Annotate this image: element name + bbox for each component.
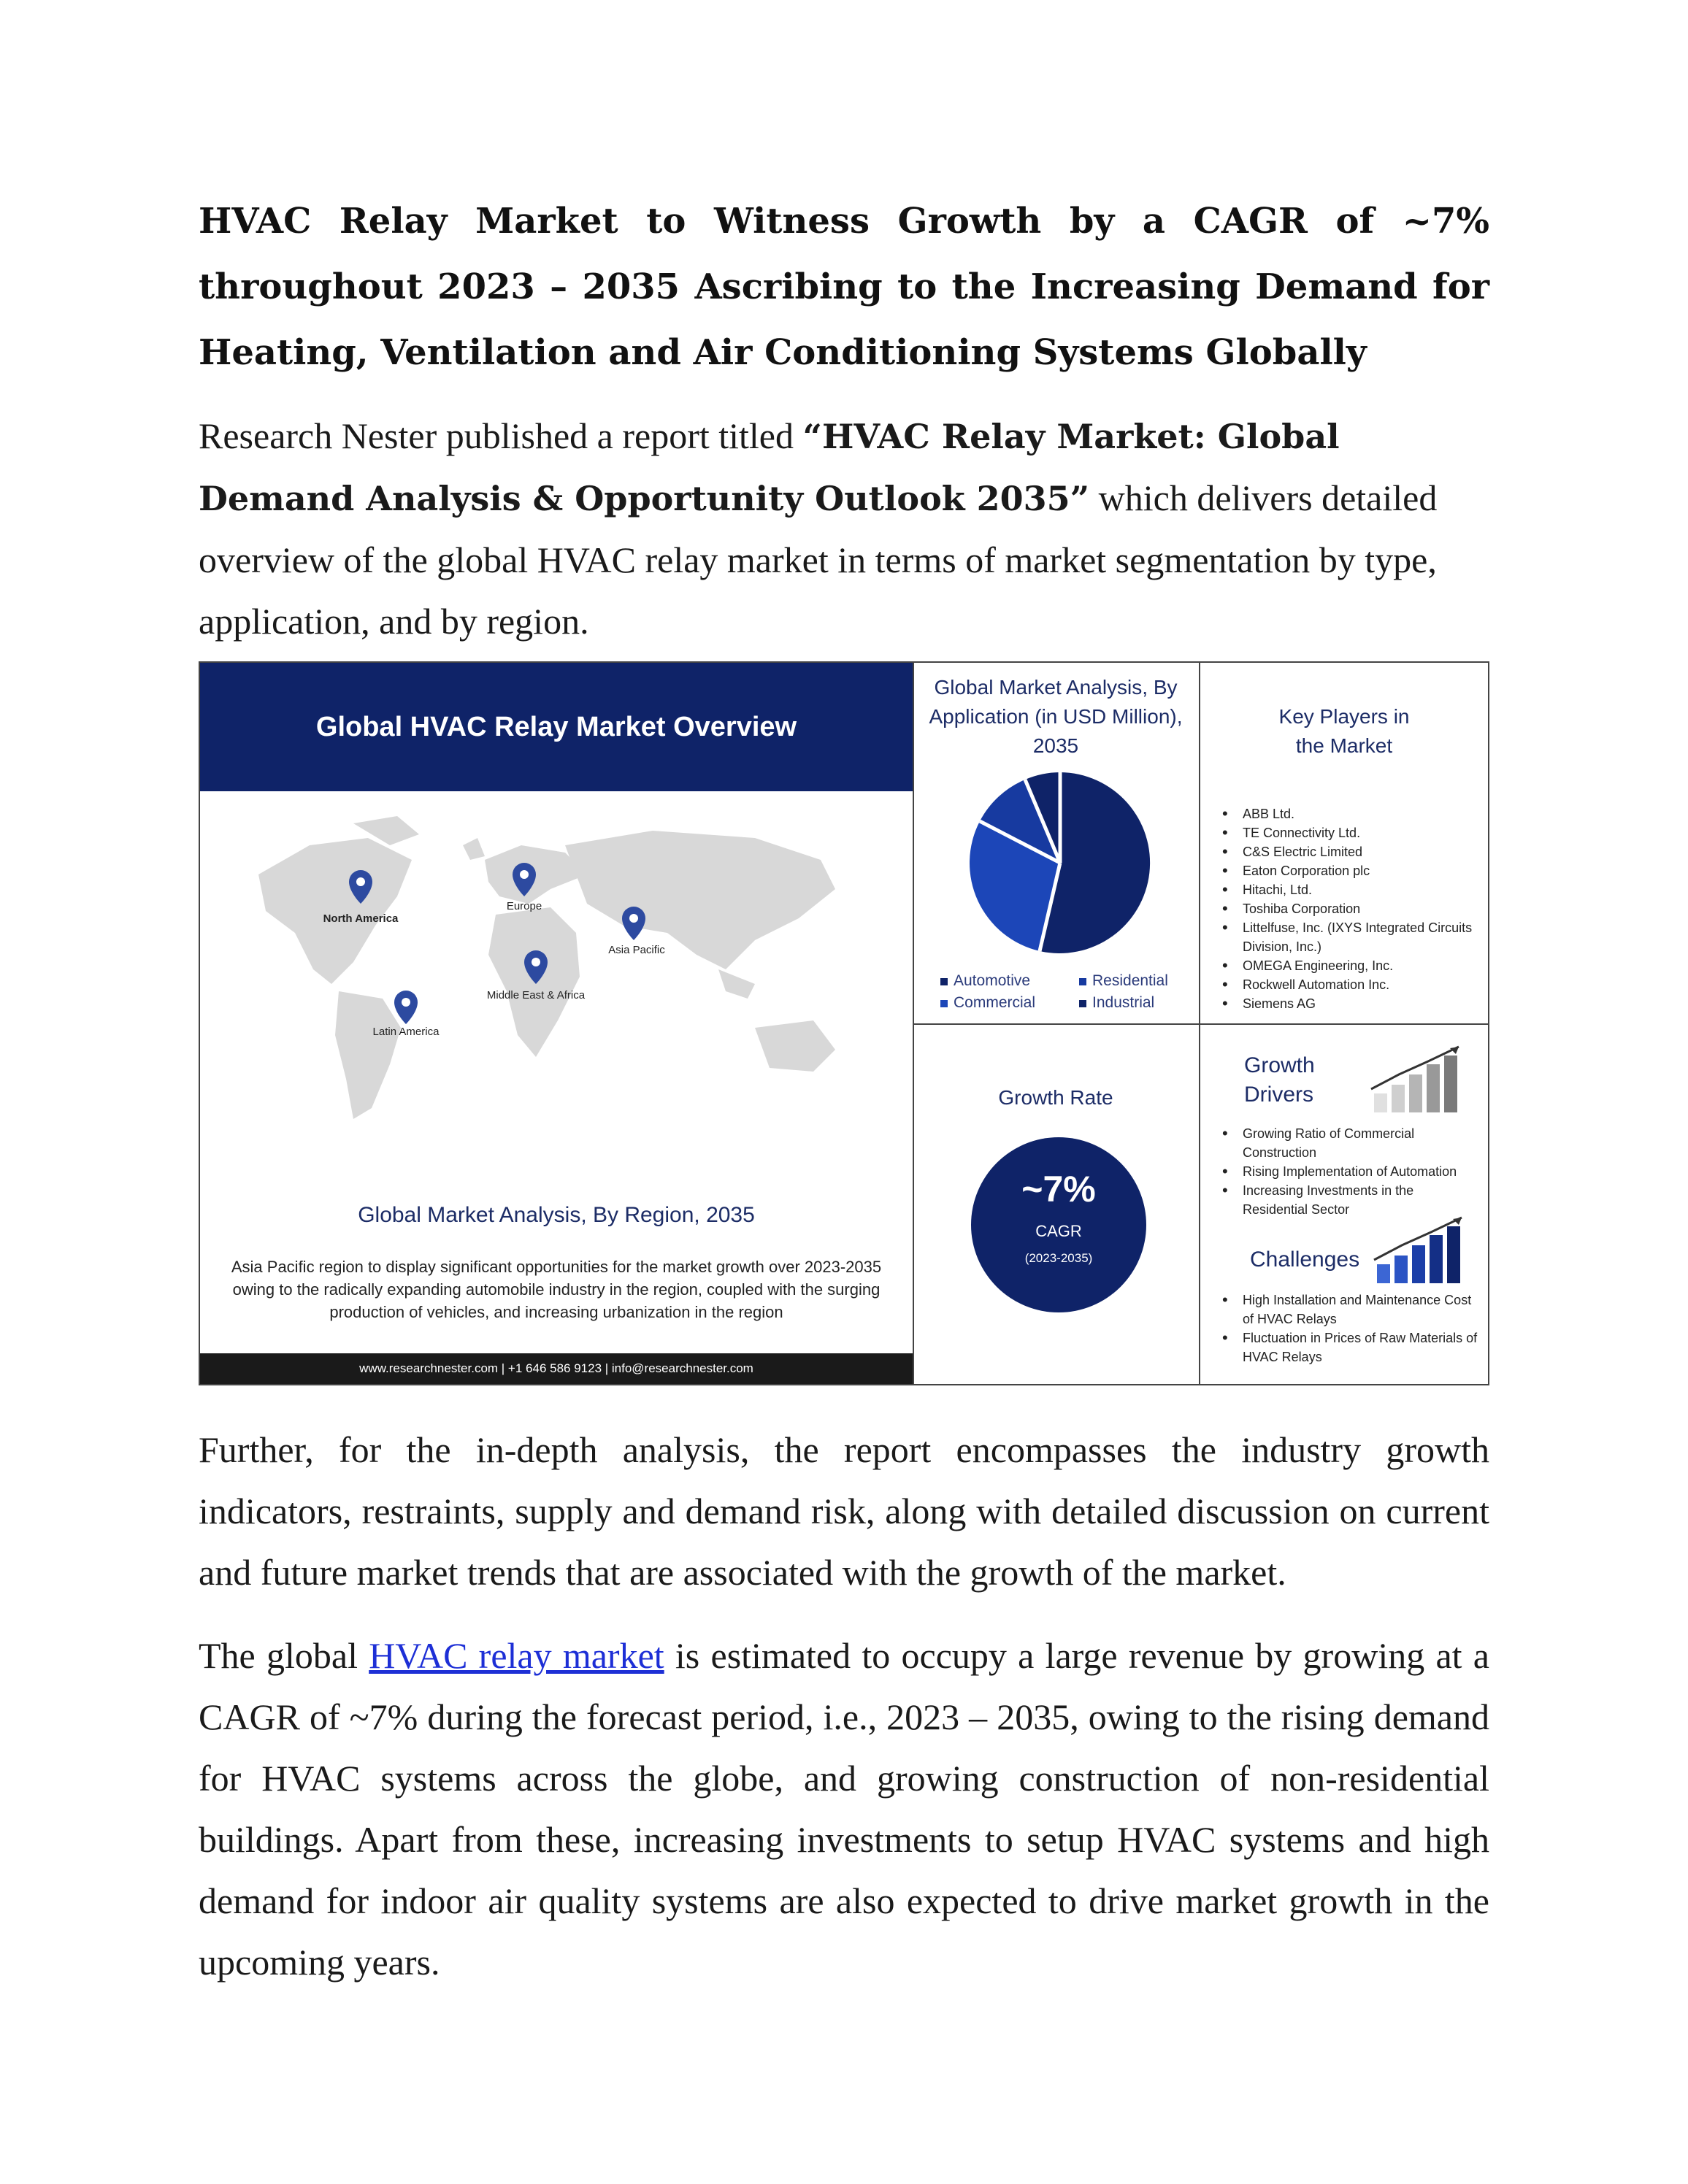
latin-america-pin-icon xyxy=(394,991,418,1024)
challenges-list xyxy=(1215,1291,1478,1366)
key-player-item: • Hitachi, Ltd. xyxy=(1215,880,1478,899)
intro-before: Research Nester published a report titled xyxy=(199,415,803,456)
cagr-value: ~7% xyxy=(1021,1169,1096,1210)
cagr-years: (2023-2035) xyxy=(1024,1251,1093,1265)
intro-after: which delivers detailed overview of the global HVAC relay market in terms of market segmentation by type, application, and by region. xyxy=(199,477,1438,642)
region-panel xyxy=(200,663,914,1384)
cagr-label: CAGR xyxy=(1035,1222,1082,1240)
growth-drivers-list xyxy=(1215,1124,1478,1219)
growth-driver-item: • Increasing Investments in the Residential Sector xyxy=(1215,1181,1478,1219)
analysis-paragraph: Further, for the in-depth analysis, the report encompasses the industry growth indicators, restraints, supply and demand risk, along with detailed discussion on current and future market trends that are associated with the growth of the market. xyxy=(199,1429,1489,1593)
key-player-item: • TE Connectivity Ltd. xyxy=(1215,823,1478,842)
map-label-north-america: North America xyxy=(323,912,399,925)
map-label-latin-america: Latin America xyxy=(372,1026,440,1038)
application-legend xyxy=(940,972,1189,1012)
growth-chart-icon xyxy=(1370,1045,1465,1115)
key-player-item: • Siemens AG xyxy=(1215,994,1478,1013)
map-label-asia-pacific: Asia Pacific xyxy=(608,944,665,956)
growth-drivers-title: Growth Drivers xyxy=(1244,1053,1315,1107)
market-paragraph xyxy=(199,1625,1489,1993)
challenges-title: Challenges xyxy=(1250,1247,1360,1272)
drivers-panel xyxy=(1200,1025,1488,1384)
intro-report-title: “HVAC Relay Market: Global Demand Analysis & Opportunity Outlook 2035” xyxy=(199,417,1340,518)
region-analysis-note: Asia Pacific region to display significant opportunities for the market growth over 2023-2035 owing to the radically expanding automobile industry in the region, coupled with the surging production of vehicles, and increasing urbanization in the region xyxy=(231,1258,882,1321)
growth-rate-title: Growth Rate xyxy=(998,1086,1113,1109)
legend-commercial: Commercial xyxy=(940,994,1079,1012)
application-title: Global Market Analysis, By Application (in USD Million), 2035 xyxy=(929,676,1183,757)
hvac-relay-market-link[interactable]: HVAC relay market xyxy=(369,1635,664,1676)
map-label-europe: Europe xyxy=(506,900,542,912)
key-player-item: • Toshiba Corporation xyxy=(1215,899,1478,918)
key-players-panel xyxy=(1200,663,1488,1025)
key-player-item: • ABB Ltd. xyxy=(1215,804,1478,823)
world-map xyxy=(244,816,872,1123)
legend-industrial: Industrial xyxy=(1079,994,1189,1012)
headline: HVAC Relay Market to Witness Growth by a CAGR of ~7% throughout 2023 – 2035 Ascribing to the Increasing Demand for Heating, Ventilation and Air Conditioning Systems Globally xyxy=(199,201,1489,373)
key-player-item: • Eaton Corporation plc xyxy=(1215,861,1478,880)
region-analysis-title: Global Market Analysis, By Region, 2035 xyxy=(358,1203,755,1227)
key-player-item: • Littelfuse, Inc. (IXYS Integrated Circuits Division, Inc.) xyxy=(1215,918,1478,956)
infographic xyxy=(199,661,1489,1385)
intro-paragraph xyxy=(199,405,1489,652)
growth-driver-item: • Growing Ratio of Commercial Construction xyxy=(1215,1124,1478,1162)
application-pie-chart xyxy=(965,768,1155,958)
legend-residential: Residential xyxy=(1079,972,1189,990)
challenges-chart-icon xyxy=(1373,1216,1468,1286)
key-players-list xyxy=(1215,804,1478,1013)
market-after: is estimated to occupy a large revenue by growing at a CAGR of ~7% during the forecast period, i.e., 2023 – 2035, owing to the rising demand for HVAC systems across the globe, and growing construction of non-residential buildings. Apart from these, increasing investments to setup HVAC systems and high demand for indoor air quality systems are also expected to drive market growth in the upcoming years. xyxy=(199,1635,1489,1983)
key-player-item: • Rockwell Automation Inc. xyxy=(1215,975,1478,994)
growth-rate-panel xyxy=(913,1025,1200,1384)
challenge-item: • High Installation and Maintenance Cost of HVAC Relays xyxy=(1215,1291,1478,1329)
challenge-item: • Fluctuation in Prices of Raw Materials of HVAC Relays xyxy=(1215,1329,1478,1366)
key-player-item: • C&S Electric Limited xyxy=(1215,842,1478,861)
asia-pacific-pin-icon xyxy=(622,907,645,940)
key-player-item: • OMEGA Engineering, Inc. xyxy=(1215,956,1478,975)
key-players-title: Key Players in the Market xyxy=(1278,705,1410,757)
infographic-header: Global HVAC Relay Market Overview xyxy=(200,663,913,791)
map-label-middle-east: Middle East & Africa xyxy=(486,989,586,1001)
application-panel xyxy=(913,663,1200,1025)
cagr-badge xyxy=(971,1137,1146,1312)
legend-automotive: Automotive xyxy=(940,972,1079,990)
growth-driver-item: • Rising Implementation of Automation xyxy=(1215,1162,1478,1181)
market-before: The global xyxy=(199,1635,369,1676)
contact-footer: www.researchnester.com | +1 646 586 9123 | info@researchnester.com xyxy=(200,1353,913,1384)
